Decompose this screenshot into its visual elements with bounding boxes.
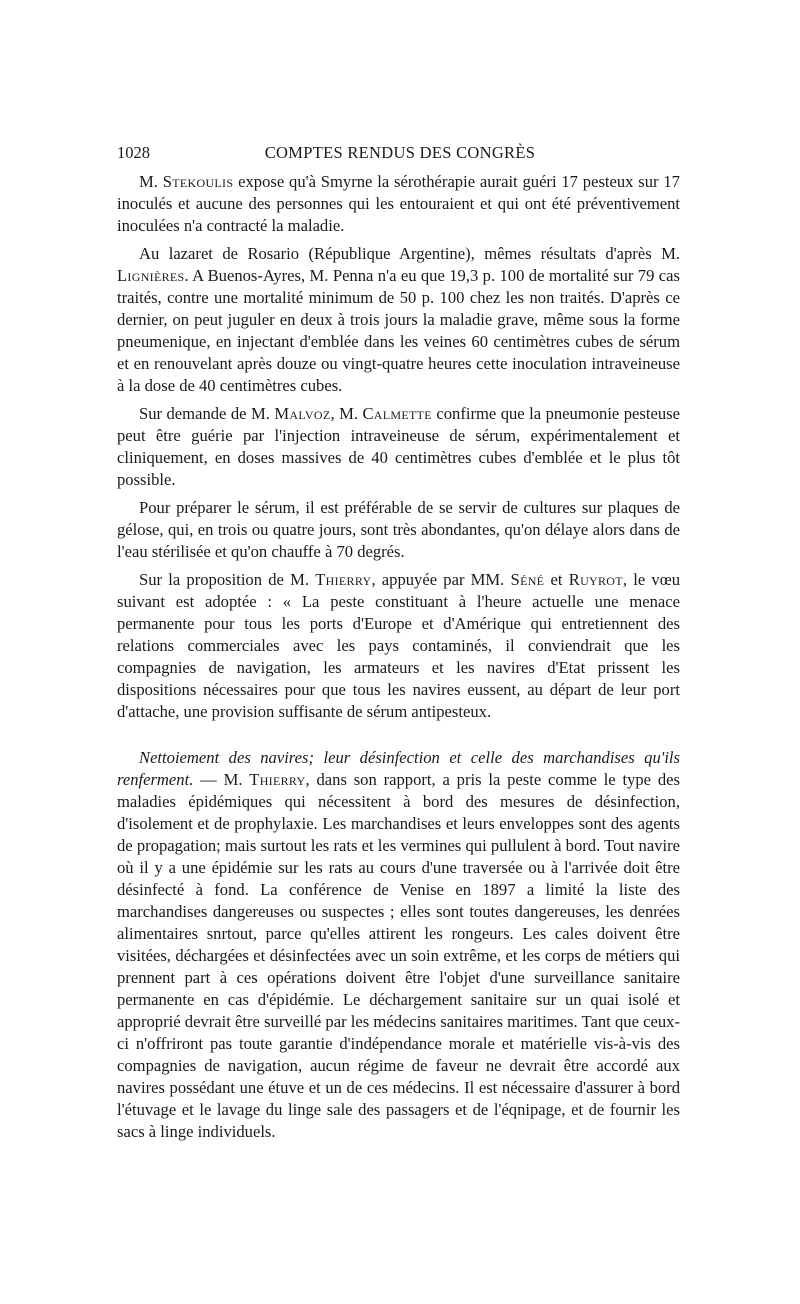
text-span: — M.: [193, 770, 250, 789]
text-span: M.: [139, 172, 163, 191]
author-name: Malvoz: [274, 404, 331, 423]
paragraph-calmette: [117, 403, 680, 491]
author-name: Stekoulis: [162, 172, 234, 191]
section-heading: Nettoiement des navires; leur désinfection et celle des marchandises qu'ils renferment.: [117, 748, 680, 789]
running-title: COMPTES RENDUS DES CONGRÈS: [264, 143, 536, 162]
text-span: Sur la proposition de M.: [139, 570, 316, 589]
text-span: Pour préparer le sérum, il est préférable de se servir de cultures sur plaques de gélose, qui, en trois ou quatre jours, sont très abondantes, qu'on délaye alors dans de l'eau stérilisée et qu'on chauffe à 70 degrés.: [117, 498, 680, 561]
author-name: Séné: [510, 570, 545, 589]
running-header: [117, 143, 680, 171]
author-name: Lignières: [117, 266, 185, 285]
paragraph-rosario: [117, 243, 680, 397]
paragraph-stekoulis: [117, 171, 680, 237]
text-span: . A Buenos-Ayres, M. Penna n'a eu que 19,3 p. 100 de mortalité sur 79 cas traités, contre une mortalité minimum de 50 p. 100 chez les non traités. D'après ce dernier, on peut juguler en deux à trois jours la maladie grave, même sous la forme pneumenique, en injectant d'emblée dans les veines 60 centimètres cubes de sérum et en renouvelant après douze ou vingt-quatre heures cette inoculation intraveineuse à la dose de 40 centimètres cubes.: [117, 266, 680, 395]
text-span: , M.: [330, 404, 363, 423]
paragraph-serum: [117, 497, 680, 563]
author-name: Thierry: [315, 570, 372, 589]
text-span: expose qu'à Smyrne la sérothérapie aurait guéri 17 pesteux sur 17 inoculés et aucune des personnes qui les entouraient et qui ont été préventivement inoculées n'a contracté la maladie.: [117, 172, 680, 235]
book-page: [117, 143, 680, 1143]
paragraph-voeu: [117, 569, 680, 723]
author-name: Calmette: [362, 404, 432, 423]
page-number: 1028: [117, 143, 150, 162]
text-span: , le vœu suivant est adoptée : « La peste constituant à l'heure actuelle une menace permanente pour tous les ports d'Europe et d'Amérique qui entretiennent des relations commerciales avec les pays contaminés, il conviendrait que les compagnies de navigation, les armateurs et les navires d'Etat prissent les dispositions nécessaires pour que tous les navires eussent, au départ de leur port d'attache, une provision suffisante de sérum antipesteux.: [117, 570, 681, 721]
text-span: et: [544, 570, 569, 589]
text-span: Au lazaret de Rosario (République Argentine), mêmes résultats d'après M.: [139, 244, 680, 263]
text-span: , appuyée par MM.: [371, 570, 511, 589]
text-span: Sur demande de M.: [139, 404, 275, 423]
paragraph-nettoiement: [117, 747, 680, 1143]
author-name: Ruyrot: [568, 570, 623, 589]
text-span: confirme que la pneumonie pesteuse peut être guérie par l'injection intraveineuse de sérum, expérimentalement et cliniquement, en doses massives de 40 centimètres cubes d'emblée et le plus tôt possible.: [117, 404, 680, 489]
author-name: Thierry: [249, 770, 306, 789]
text-span: , dans son rapport, a pris la peste comme le type des maladies épidémiques qui nécessitent à bord des mesures de désinfection, d'isolement et de prophylaxie. Les marchandises et leurs enveloppes sont des agents de propagation; mais surtout les rats et les vermines qui pullulent à bord. Tout navire où il y a une épidémie sur les rats au cours d'une traversée ou à l'arrivée doit être désinfecté à fond. La conférence de Venise en 1897 a limité la liste des marchandises dangereuses ou suspectes ; elles sont toutes dangereuses, les denrées alimentaires snrtout, parce qu'elles attirent les rongeurs. Les cales doivent être visitées, déchargées et désinfectées avec un soin extrême, et les corps de métiers qui prennent part à ces opérations doivent être l'objet d'une surveillance sanitaire permanente en cas d'épidémie. Le déchargement sanitaire sur un quai isolé et approprié devrait être surveillé par les médecins sanitaires maritimes. Tant que ceux-ci n'offriront pas toute garantie d'indépendance morale et matérielle vis-à-vis des compagnies de navigation, aucun régime de faveur ne devrait être accordé aux navires possédant une étuve et un de ces médecins. Il est nécessaire d'assurer à bord l'étuvage et le lavage du linge sale des passagers et de l'éqnipage, et de fournir les sacs à linge individuels.: [117, 770, 680, 1141]
